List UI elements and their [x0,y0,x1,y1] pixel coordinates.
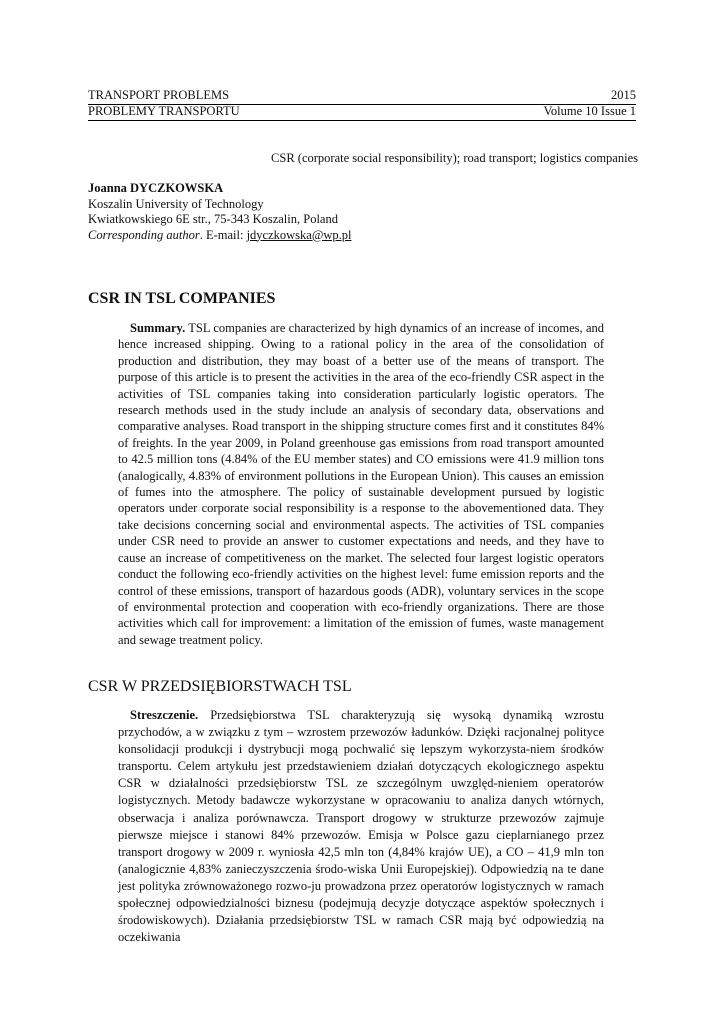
journal-title-pl: PROBLEMY TRANSPORTU [88,104,240,118]
running-header-top [88,88,636,105]
summary-text: TSL companies are characterized by high dynamics of an increase of incomes, and hence increased shipping. Owing to a rational policy in the area of the consolidation of production and distribution, they may boast of a better use of the means of transport. The purpose of this article is to present the activities in the area of the eco-friendly CSR aspect in the activities of TSL companies taking into consideration particularly logistic operators. The research methods used in the study include an analysis of secondary data, observations and comparative analyses. Road transport in the shipping structure comes first and it constitutes 84% of freights. In the year 2009, in Poland greenhouse gas emissions from road transport amounted to 42.5 million tons (4.84% of the EU member states) and CO emissions were 41.9 million tons (analogically, 4.83% of environment pollutions in the European Union). This causes an emission of fumes into the atmosphere. The policy of sustainable development pursued by logistic operators under corporate social responsibility is a response to the abovementioned data. They take decisions concerning social and environmental aspects. The activities of TSL companies under CSR need to provide an answer to customer expectations and needs, and they have to cause an increase of competitiveness on the market. The selected four largest logistic operators conduct the following eco-friendly activities on the highest level: fume emission reports and the control of these emissions, transport of hazardous goods (ADR), voluntary services in the scope of environmental protection and cooperation with eco-friendly organizations. There are those activities which call for improvement: a limitation of the emission of fumes, waste management and sewage treatment policy. [118,321,604,647]
streszczenie-label: Streszczenie. [130,708,199,722]
author-contact [88,228,351,244]
journal-year: 2015 [611,88,636,102]
streszczenie-text: Przedsiębiorstwa TSL charakteryzują się wysoką dynamiką wzrostu przychodów, a w związku z tym – wzrostem przewozów ładunków. Dzięki racjonalnej polityce konsolidacji produkcji i dystrybucji mogą pochwalić się lepszym wykorzysta-niem środków transportu. Celem artykułu jest przedstawieniem działań dotyczących ekologicznego aspektu CSR w działalności przedsiębiorstw TSL ze szczególnym uwzględ-nieniem operatorów logistycznych. Metody badawcze wykorzystane w opracowaniu to analiza danych wtórnych, obserwacja i analiza porównawcza. Transport drogowy w strukturze przewozów zajmuje pierwsze miejsce i stanowi 84% przewozów. Emisja w Polsce gazu cieplarnianego przez transport drogowy w 2009 r. wyniosła 42,5 mln ton (4,84% krajów UE), a CO ‒ 41,9 mln ton (analogicznie 4,83% zanieczyszczenia środo-wiska Unii Europejskiej). Odpowiedzią na te dane jest polityka zrównoważonego rozwo-ju prowadzona przez operatorów logistycznych w ramach społecznej odpowiedzialności biznesu (podejmują decyzje dotyczące aspektów społecznych i środowiskowych). Działania przedsiębiorstw TSL w ramach CSR mają być odpowiedzią na oczekiwania [118,708,604,945]
author-address: Kwiatkowskiego 6E str., 75-343 Koszalin, Poland [88,212,338,226]
journal-title-en: TRANSPORT PROBLEMS [88,88,230,102]
abstract-pl [118,707,604,946]
author-affiliation: Koszalin University of Technology [88,196,264,211]
email-label: . E-mail: [199,227,247,242]
article-title-pl: CSR W PRZEDSIĘBIORSTWACH TSL [88,678,352,695]
author-block [88,181,351,243]
author-email-link[interactable]: jdyczkowska@wp.pl [246,227,352,242]
keywords: CSR (corporate social responsibility); road transport; logistics companies [271,151,638,165]
abstract-en [118,320,604,648]
corresponding-author-label: Corresponding author [88,227,200,242]
journal-volume: Volume 10 Issue 1 [543,104,636,118]
running-header-bottom [88,104,636,121]
author-name: Joanna DYCZKOWSKA [88,181,224,195]
article-title-en: CSR IN TSL COMPANIES [88,290,276,307]
summary-label: Summary. [130,321,186,335]
